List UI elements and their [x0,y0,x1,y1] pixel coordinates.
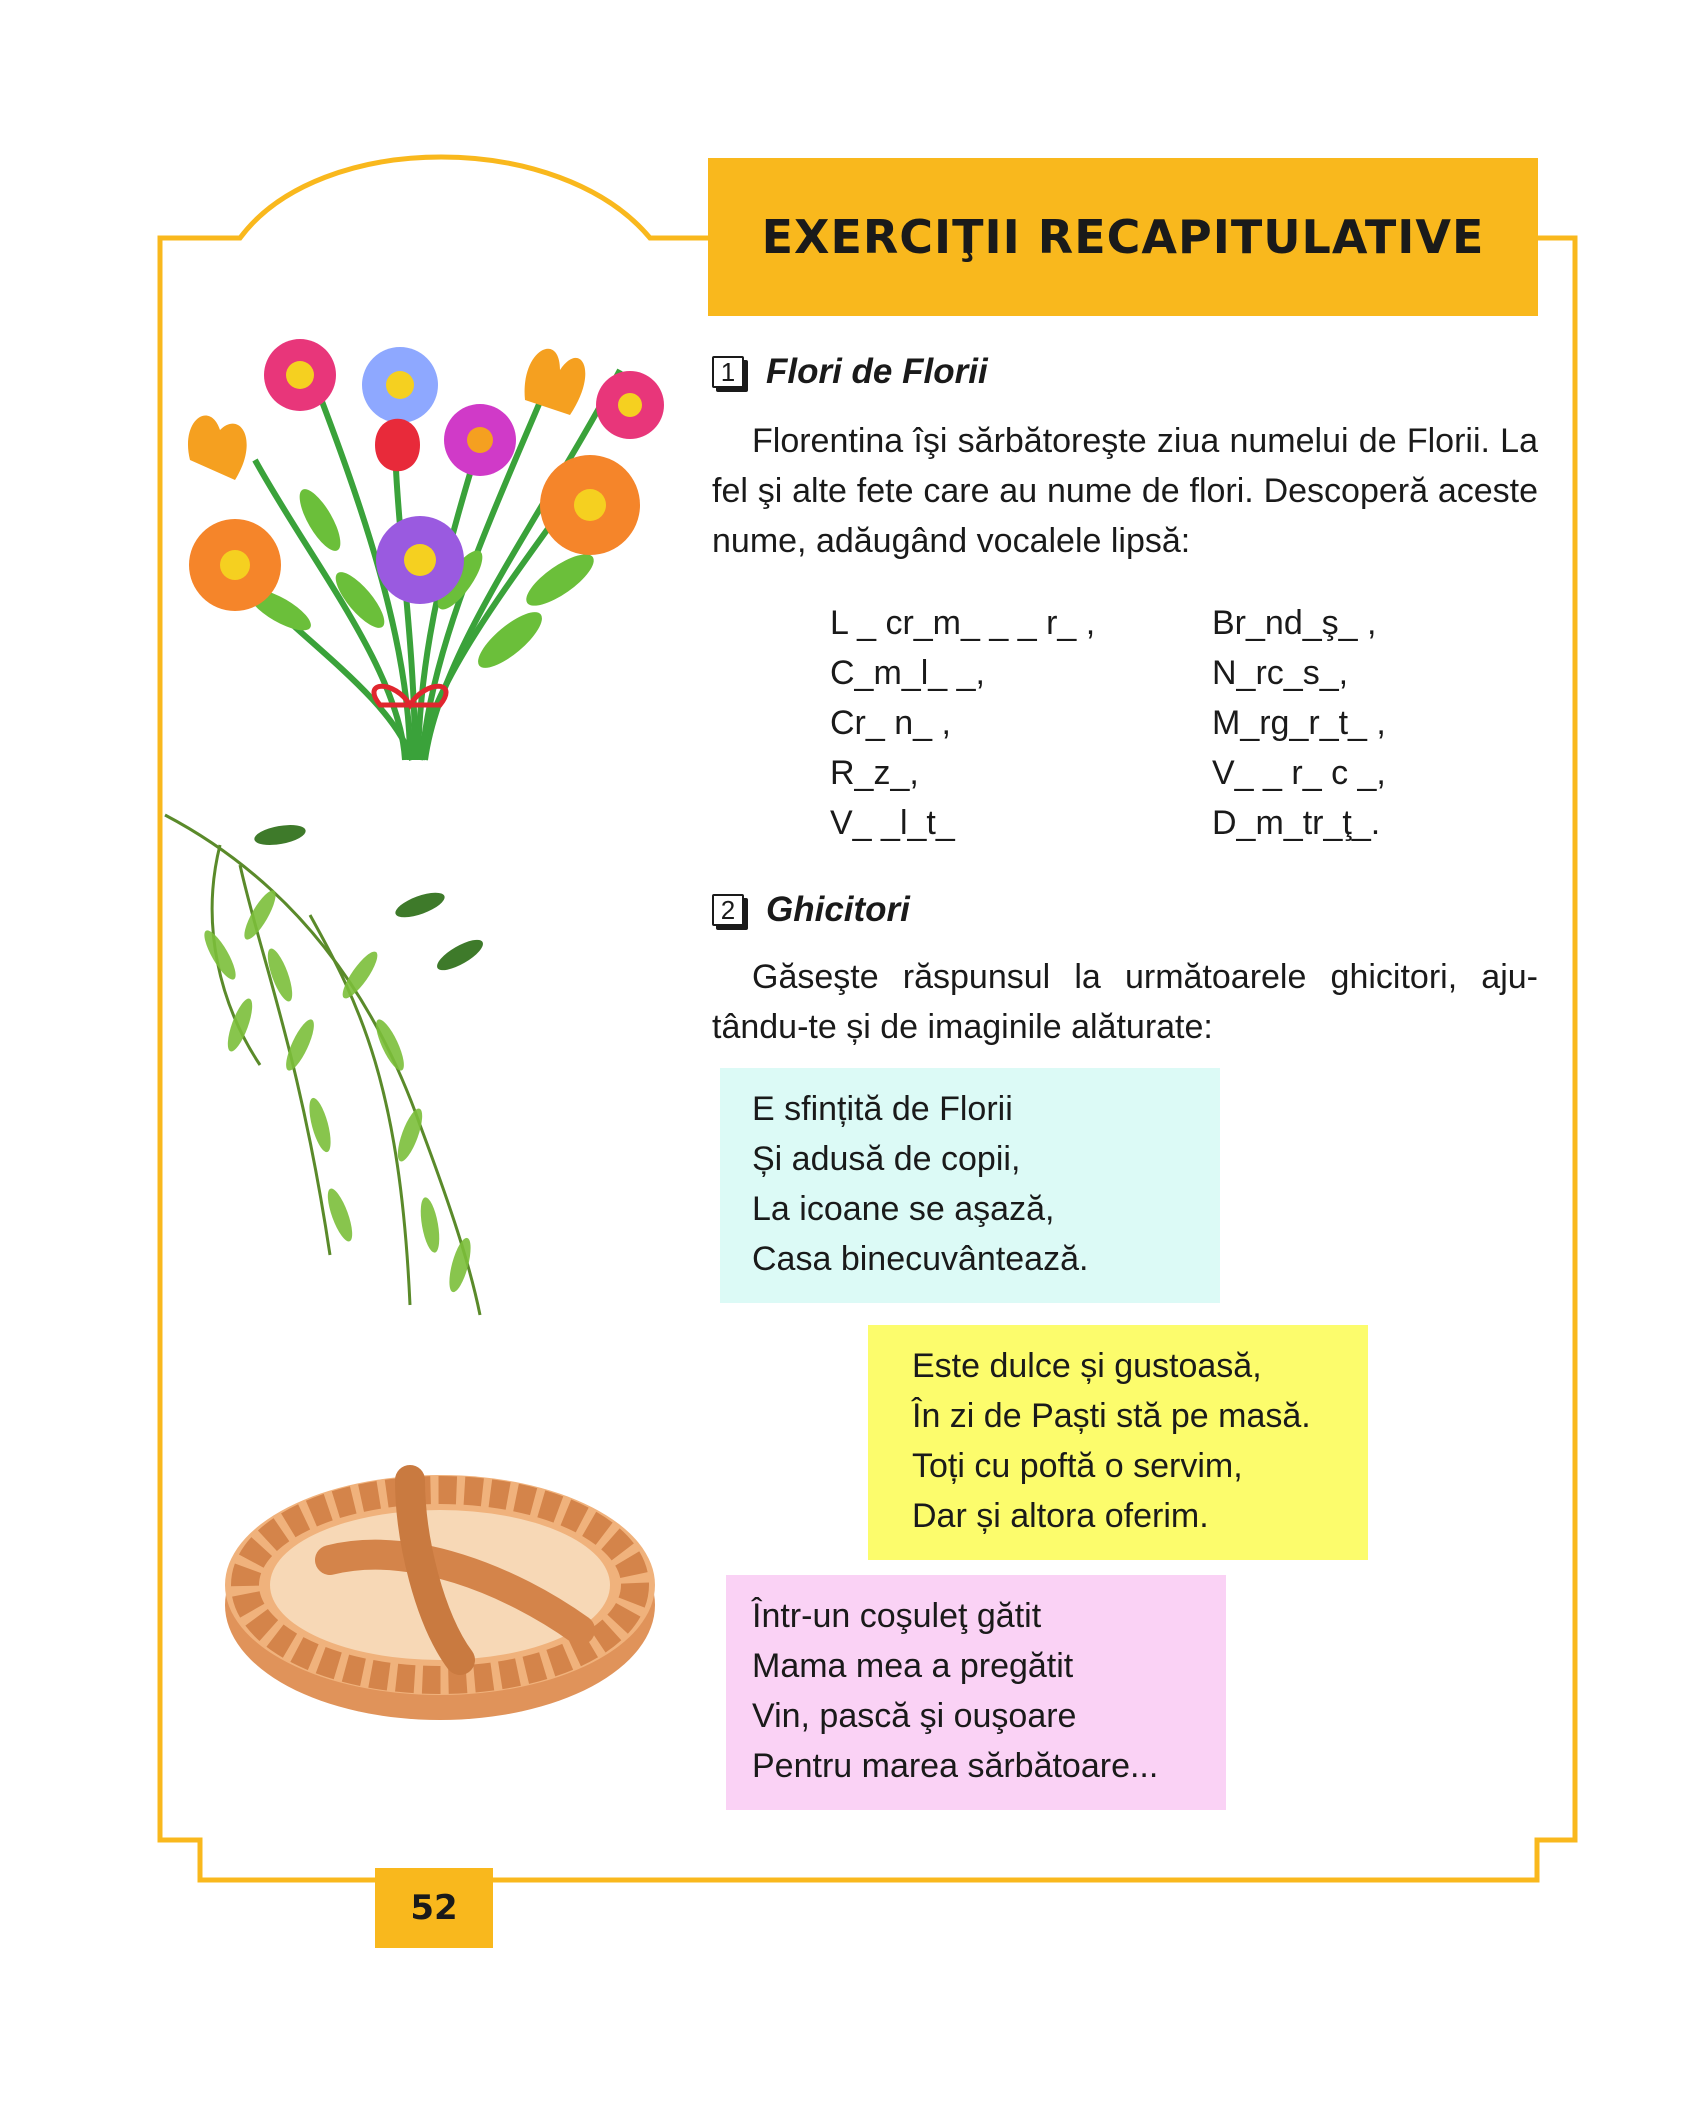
page-title: EXERCIŢII RECAPITULATIVE [761,210,1485,264]
word-list-left [830,598,1095,848]
riddle-line: Casa binecuvântează. [752,1240,1089,1278]
easter-bread-illustration [210,1420,670,1730]
willow-branch-illustration [160,805,560,1325]
riddle-line: La icoane se aşază, [752,1190,1055,1228]
word-item: V_ _ r_ c _, [1212,754,1386,792]
exercise-2-intro [712,952,1538,1052]
exercise-1-title: Flori de Florii [766,352,988,391]
riddle-line: Pentru marea sărbătoare... [752,1747,1159,1785]
riddle-line: E sfințită de Florii [752,1090,1013,1128]
word-list-right [1212,598,1386,848]
word-item: V_ _l_t_ [830,804,955,842]
exercise-2-heading [712,890,910,930]
riddle-box-1 [720,1068,1220,1303]
riddle-line: Și adusă de copii, [752,1140,1021,1178]
riddle-line: Dar și altora oferim. [912,1497,1209,1535]
header-banner [708,158,1538,316]
page-number [375,1868,493,1948]
exercise-1-number: 1 [712,356,744,388]
word-item: Cr_ n_ , [830,704,951,742]
page-number-text: 52 [410,1888,458,1928]
riddle-line: Într-un coşuleţ gătit [752,1597,1042,1635]
word-item: M_rg_r_t_ , [1212,704,1386,742]
word-item: R_z_, [830,754,919,792]
exercise-1-intro [712,416,1538,566]
word-item: L _ cr_m_ _ _ r_ , [830,604,1096,642]
riddle-box-2 [868,1325,1368,1560]
riddle-line: Mama mea a pregătit [752,1647,1074,1685]
riddle-line: Toți cu poftă o servim, [912,1447,1243,1485]
word-item: Br_nd_ş_ , [1212,604,1377,642]
word-item: N_rc_s_, [1212,654,1349,692]
riddle-line: În zi de Paști stă pe masă. [912,1397,1311,1435]
exercise-2-intro-text: Găseşte răspunsul la următoarele ghicitori, ajutându-te și de imaginile alăturate: [712,958,1538,1046]
exercise-1-heading [712,352,988,392]
flower-bouquet-illustration [160,320,680,780]
exercise-1-intro-text: Florentina îşi sărbătoreşte ziua numelui de Florii. La fel şi alte fete care au nume de flori. Descoperă aceste nume, adăugând vocalele lipsă: [712,422,1538,560]
riddle-line: Vin, pască şi ouşoare [752,1697,1077,1735]
riddle-box-3 [726,1575,1226,1810]
word-item: C_m_l_ _, [830,654,985,692]
word-item: D_m_tr_ţ_. [1212,804,1381,842]
exercise-2-title: Ghicitori [766,890,910,929]
exercise-2-number: 2 [712,894,744,926]
riddle-line: Este dulce și gustoasă, [912,1347,1262,1385]
